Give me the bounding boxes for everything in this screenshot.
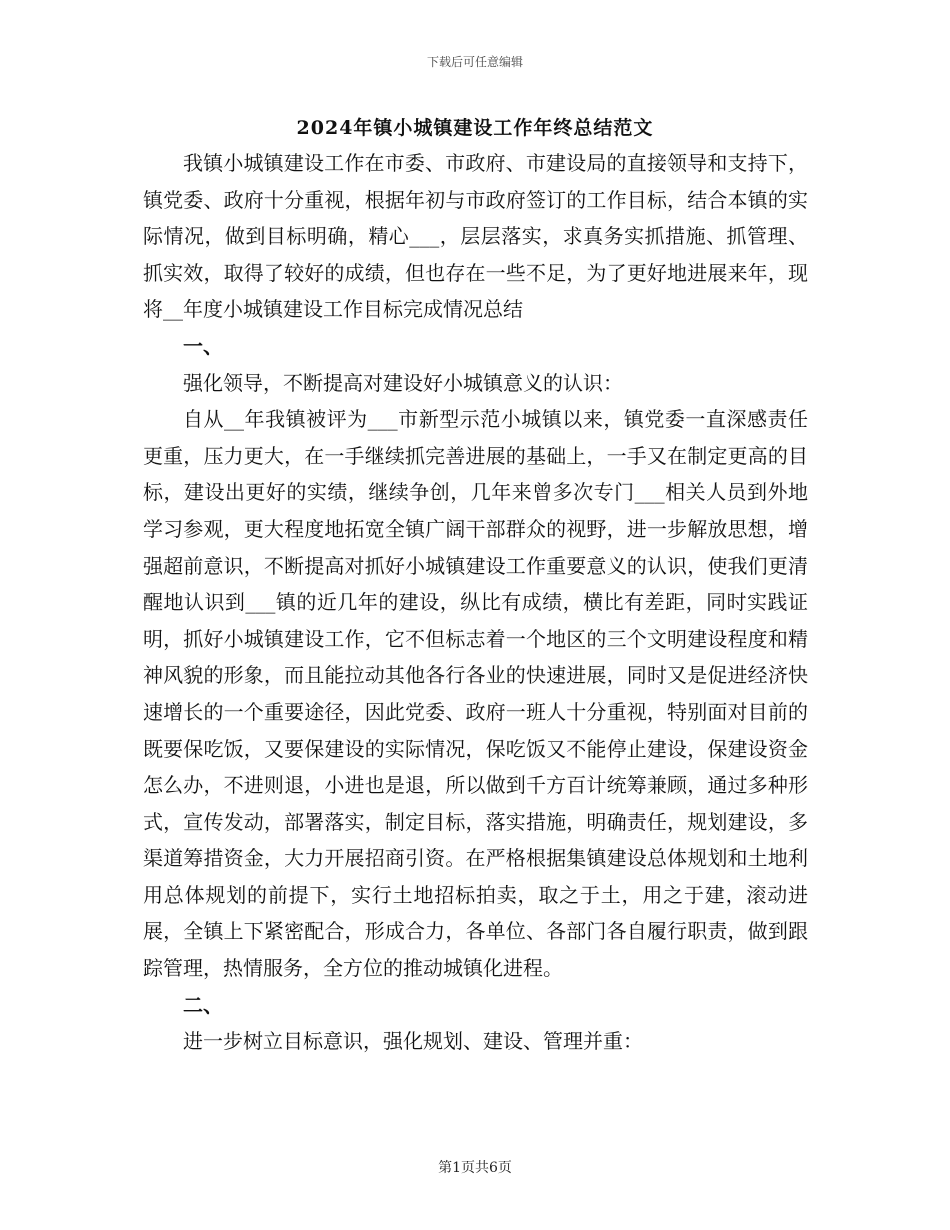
section-2-heading: 进一步树立目标意识，强化规划、建设、管理并重： [183, 1029, 643, 1054]
document-title: 2024年镇小城镇建设工作年终总结范文 [296, 117, 654, 139]
document-body [143, 145, 808, 1060]
section-1-body: 自从__年我镇被评为___市新型示范小城镇以来，镇党委一直深感责任更重，压力更大，在一手继续抓完善进展的基础上，一手又在制定更高的目标，建设出更好的实绩，继续争创，几年来曾多次专门___相关人员到外地学习参观，更大程度地拓宽全镇广阔干部群众的视野，进一步解放思想，增强超前意识，不断提高对抓好小城镇建设工作重要意义的认识，使我们更清醒地认识到___镇的近几年的建设，纵比有成绩，横比有差距，同时实践证明，抓好小城镇建设工作，它不但标志着一个地区的三个文明建设程度和精神风貌的形象，而且能拉动其他各行各业的快速进展，同时又是促进经济快速增长的一个重要途径，因此党委、政府一班人十分重视，特别面对目前的既要保吃饭，又要保建设的实际情况，保吃饭又不能停止建设，保建设资金怎么办，不进则退，小进也是退，所以做到千方百计统筹兼顾，通过多种形式，宣传发动，部署落实，制定目标，落实措施，明确责任，规划建设，多渠道筹措资金，大力开展招商引资。在严格根据集镇建设总体规划和土地利用总体规划的前提下，实行土地招标拍卖，取之于土，用之于建，滚动进展，全镇上下紧密配合，形成合力，各单位、各部门各自履行职责，做到跟踪管理，热情服务，全方位的推动城镇化进程。 [143, 407, 808, 981]
page-indicator: 第1页共6页 [438, 1160, 512, 1176]
section-1-number: 一、 [183, 333, 223, 358]
section-2-number: 二、 [183, 992, 223, 1017]
section-1-heading: 强化领导，不断提高对建设好小城镇意义的认识： [183, 370, 623, 395]
intro-paragraph: 我镇小城镇建设工作在市委、市政府、市建设局的直接领导和支持下，镇党委、政府十分重视，根据年初与市政府签订的工作目标，结合本镇的实际情况，做到目标明确，精心___，层层落实，求真务实抓措施、抓管理、抓实效，取得了较好的成绩，但也存在一些不足，为了更好地进展来年，现将__年度小城镇建设工作目标完成情况总结 [143, 151, 808, 322]
header-note: 下载后可任意编辑 [426, 55, 523, 69]
